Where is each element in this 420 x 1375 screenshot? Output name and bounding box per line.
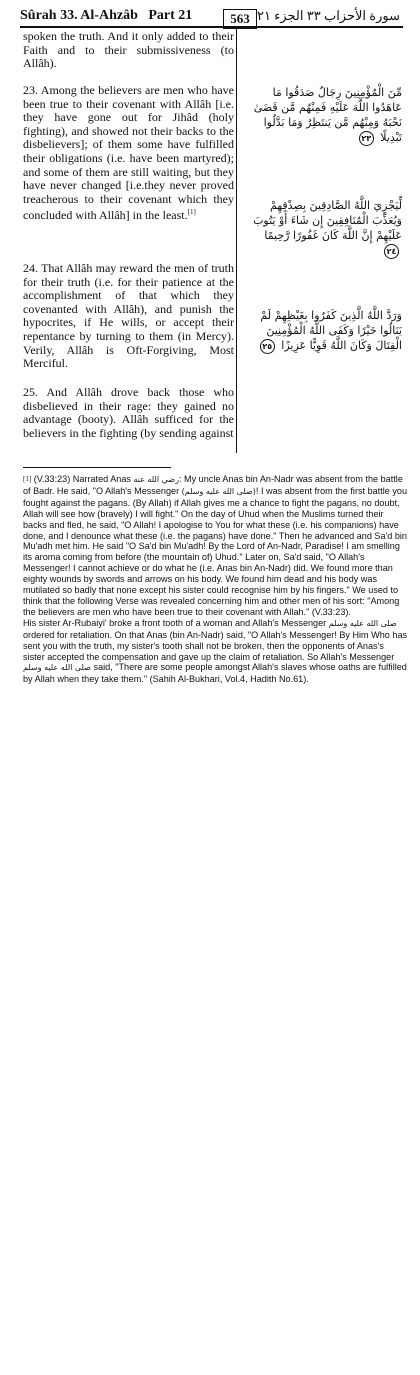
arabic-header: سورة الأحزاب ٣٣ الجزء ٢١ [257, 8, 400, 23]
page-number: 563 [223, 9, 257, 29]
arabic-verse-25 [244, 308, 402, 354]
page-header [20, 8, 400, 26]
surah-part-title [20, 8, 192, 24]
english-verse-24 [23, 262, 234, 371]
arabic-verse-24-text: لِّيَجْزِيَ اللَّهُ الصَّادِقِينَ بِصِدْقِهِمْ وَيُعَذِّبَ الْمُنَافِقِينَ إِن شَاءَ أَوْ يَتُوبَ عَلَيْهِمْ إِنَّ اللَّهَ كَانَ غَفُورًا رَّحِيمًا [253, 199, 402, 242]
arabic-salutation: صلى الله عليه وسلم [328, 618, 397, 628]
arabic-salutation: (صلى الله عليه وسلم) [181, 486, 256, 496]
arabic-verse-23-text: مِّنَ الْمُؤْمِنِينَ رِجَالٌ صَدَقُوا مَا عَاهَدُوا اللَّهَ عَلَيْهِ فَمِنْهُم مَّن قَضَىٰ نَحْبَهُ وَمِنْهُم مَّن يَنتَظِرُ وَمَا بَدَّلُوا تَبْدِيلًا [253, 86, 402, 144]
surah-title: Sûrah 33. Al-Ahzâb [20, 8, 138, 23]
verse-23-text: 23. Among the believers are men who have been true to their covenant with Allâh [i.e. they have gone out for Jihâd (holy fighting), and showed not their backs to the disbelievers]; of them some have fulfilled their obligations (i.e. have been martyred); and some of them are still waiting, but they have never changed [i.e.they never proved treacherous to their covenant which they concluded with Allâh] in the least.[1] [23, 83, 234, 223]
arabic-salutation: صلى الله عليه وسلم [23, 663, 91, 673]
arabic-honorific: رضي الله عنه [133, 475, 179, 484]
verse-24-text: 24. That Allâh may reward the men of truth for their truth (i.e. for their patience at the accomplishment of that which they covenanted with Allâh), and punish the hypocrites, if He wills, or accept their repentance by turning to them (in Mercy). Verily, Allâh is Oft-Forgiving, Most Merciful. [23, 261, 234, 371]
ayah-marker-25: ٢٥ [260, 339, 275, 354]
column-divider [236, 28, 237, 453]
ayah-marker-23: ٢٣ [359, 131, 374, 146]
footnote-paragraph-1: [1] (V.33:23) Narrated Anas رضي الله عنه: My uncle Anas bin An-Nadr was absent from the battle of Badr. He said, "O Allah's Messenger (صلى الله عليه وسلم)! I was absent from the first battle you fought against the pagans. (By Allah) if Allah gives me a chance to fight the pagans, no doubt, Allah will see how (bravely) I will fight." On the day of Uhud when the Muslims turned their backs and fled, he said, "O Allah! I apologise to You for what these (i.e. his companions) have done, and I denounce what these (i.e. the pagans) have done." Then he advanced and Sa'd bin Mu'adh met him. He said "O Sa'd bin Mu'adh! By the Lord of An-Nadr, Paradise! I am smelling its aroma coming from before (the mountain of) Uhud." Later on, Sa'd said, "O Allah's Messenger! I cannot achieve or do what he (i.e. Anas bin An-Nadr) did. We found more than eighty wounds by swords and arrows on his body. We found him dead and his body was mutilated so badly that none except his sister could recognise him by his fingers." We used to think that the following Verse was revealed concerning him and other men of his sort: "Among the believers are men who have been true to their covenant with Allah." (V.33:23). [23, 474, 408, 617]
header-rule [20, 26, 403, 28]
english-intro [23, 30, 234, 71]
footnote-rule [23, 467, 171, 468]
footnote-marker: [1] [23, 475, 32, 483]
footnote-ref: [1] [187, 208, 196, 217]
part-label: Part 21 [148, 8, 193, 23]
english-verse-25 [23, 386, 234, 440]
arabic-verse-23 [244, 85, 402, 146]
arabic-verse-25-text: وَرَدَّ اللَّهُ الَّذِينَ كَفَرُوا بِغَيْظِهِمْ لَمْ يَنَالُوا خَيْرًا وَكَفَى اللَّهُ الْمُؤْمِنِينَ الْقِتَالَ وَكَانَ اللَّهُ قَوِيًّا عَزِيزًا [260, 309, 402, 352]
ayah-marker-24: ٢٤ [384, 244, 399, 259]
footnote [23, 474, 408, 685]
english-verse-23 [23, 84, 234, 223]
intro-paragraph: spoken the truth. And it only added to their Faith and to their submissiveness (to Allâh). [23, 29, 234, 71]
footnote-paragraph-2: His sister Ar-Rubaiyi' broke a front tooth of a woman and Allah's Messenger صلى الله عليه وسلم ordered for retaliation. On that Anas (bin An-Nadr) said, "O Allah's Messenger! By Him Who has sent you with the truth, my sister's tooth shall not be broken, then the opponents of Anas's sister accepted the compensation and gave up the claim of retaliation. So Allah's Messenger صلى الله عليه وسلم said, "There are some people amongst Allah's slaves whose oaths are fulfilled by Allah when they take them." (Sahih Al-Bukhari, Vol.4, Hadith No.61). [23, 617, 408, 685]
arabic-verse-24 [244, 198, 402, 259]
verse-25-text: 25. And Allâh drove back those who disbelieved in their rage: they gained no advantage (booty). Allâh sufficed for the believers in the fighting (by sending against [23, 385, 234, 440]
